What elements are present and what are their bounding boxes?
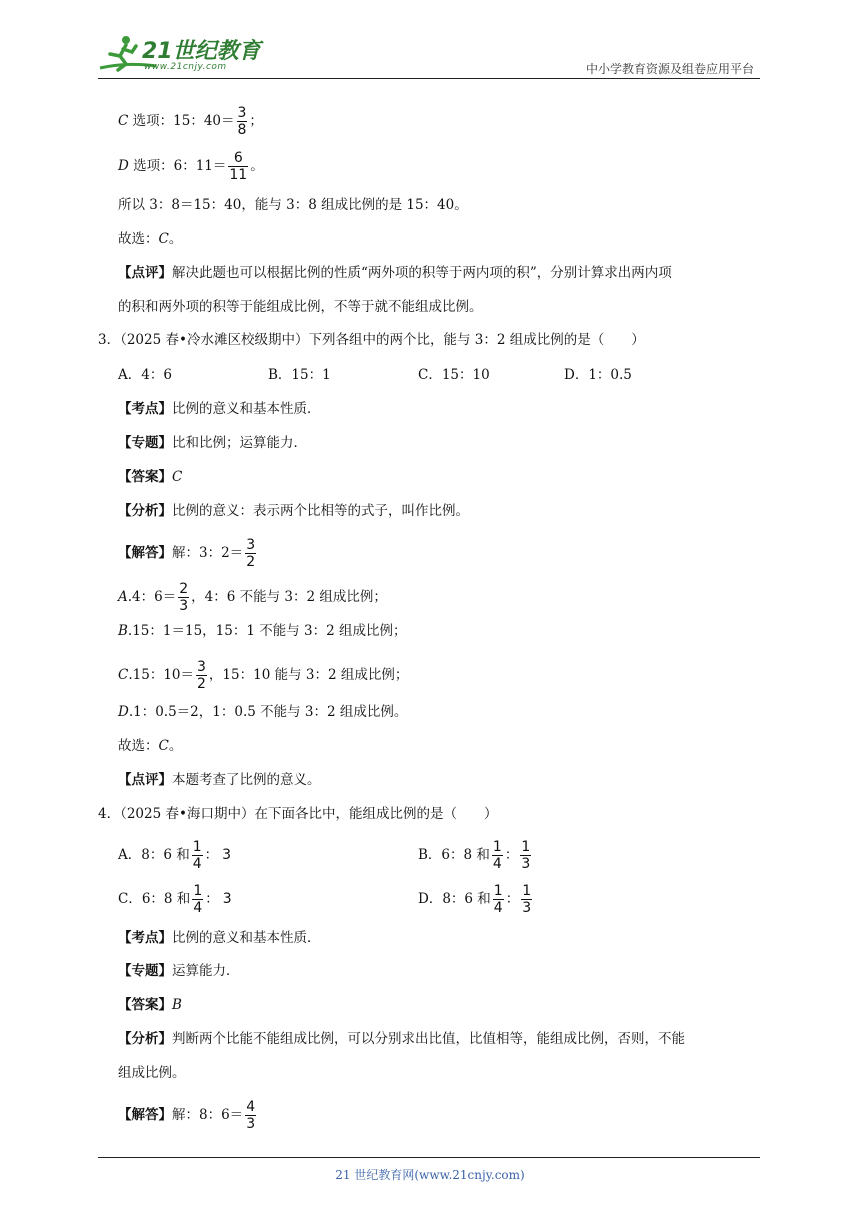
logo-url: www.21cnjy.com xyxy=(144,62,227,72)
fraction: $\frac{3}{8}$ xyxy=(237,105,247,138)
q4-stem: 4．（2025 春•海口期中）在下面各比中，能组成比例的是（ ） xyxy=(98,806,498,822)
fraction: $\frac{3}{2}$ xyxy=(197,659,206,692)
fraction: $\frac{4}{3}$ xyxy=(246,1099,256,1132)
q4-jieda: 【解答】解：8：6＝ $\frac{4}{3}$ xyxy=(118,1099,256,1132)
fraction: $\frac{1}{3}$ xyxy=(522,883,532,916)
q3-zhuanti: 【专题】比和比例；运算能力． xyxy=(118,435,307,451)
q3-stem: 3．（2025 春•冷水滩区校级期中）下列各组中的两个比，能与 3：2 组成比例的是（ ） xyxy=(98,332,645,348)
site-logo xyxy=(96,32,261,76)
fraction: $\frac{1}{3}$ xyxy=(521,839,531,872)
q4-zhuanti: 【专题】运算能力． xyxy=(118,963,240,979)
q4-kaodian: 【考点】比例的意义和基本性质． xyxy=(118,930,321,946)
q4-answer: 【答案】B xyxy=(118,997,182,1013)
q3-step-a: A.4：6＝ $\frac{2}{3}$ ，4：6 不能与 3：2 组成比例； xyxy=(118,581,387,614)
q3-option-b: B．15：1 xyxy=(268,367,331,383)
q3-step-d: D.1：0.5＝2，1：0.5 不能与 3：2 组成比例。 xyxy=(118,704,408,720)
q3-choose-line: 故选：C。 xyxy=(118,738,183,754)
footer-divider xyxy=(98,1157,760,1158)
header-platform-text: 中小学教育资源及组卷应用平台 xyxy=(585,62,754,76)
prev-option-d-line: D 选项：6：11＝ $\frac{6}{11}$ 。 xyxy=(118,150,264,183)
q4-option-c: C．6：8 和 $\frac{1}{4}$ ： 3 xyxy=(118,883,232,916)
q3-option-c: C．15：10 xyxy=(418,367,490,383)
prev-comment-line-2: 的积和两外项的积等于能组成比例，不等于就不能组成比例。 xyxy=(118,299,483,315)
q3-fenxi: 【分析】比例的意义：表示两个比相等的式子，叫作比例。 xyxy=(118,503,469,519)
q3-comment: 【点评】本题考查了比例的意义。 xyxy=(118,772,321,788)
prev-comment-line-1: 【点评】解决此题也可以根据比例的性质“两外项的积等于两内项的积”，分别计算求出两内项 xyxy=(118,265,672,281)
fraction: $\frac{3}{2}$ xyxy=(246,537,256,570)
header-divider xyxy=(98,78,760,79)
q3-answer: 【答案】C xyxy=(118,469,183,485)
fraction: $\frac{1}{4}$ xyxy=(193,883,203,916)
fraction: $\frac{1}{4}$ xyxy=(492,839,502,872)
q3-jieda: 【解答】解：3：2＝ $\frac{3}{2}$ xyxy=(118,537,256,570)
q4-fenxi-line-1: 【分析】判断两个比能不能组成比例，可以分别求出比值，比值相等，能组成比例，否则，不能 xyxy=(118,1031,685,1047)
footer-link[interactable]: 21 世纪教育网(www.21cnjy.com) xyxy=(335,1168,525,1182)
q4-option-a: A．8：6 和 $\frac{1}{4}$ ： 3 xyxy=(118,839,232,872)
prev-choose-line: 故选：C。 xyxy=(118,231,183,247)
q3-step-c: C.15：10＝ $\frac{3}{2}$ ，15：10 能与 3：2 组成比例； xyxy=(118,659,409,692)
fraction: $\frac{1}{4}$ xyxy=(192,839,202,872)
q3-option-a: A．4：6 xyxy=(118,367,172,383)
q3-step-b: B.15：1＝15，15：1 不能与 3：2 组成比例； xyxy=(118,623,407,639)
q4-option-d: D．8：6 和 $\frac{1}{4}$ ： $\frac{1}{3}$ xyxy=(418,883,532,916)
q3-kaodian: 【考点】比例的意义和基本性质． xyxy=(118,401,321,417)
logo-text: 21世纪教育 xyxy=(142,39,261,64)
fraction: $\frac{6}{11}$ xyxy=(229,150,248,183)
fraction: $\frac{1}{4}$ xyxy=(493,883,503,916)
q3-option-d: D．1：0.5 xyxy=(564,367,632,383)
q4-fenxi-line-2: 组成比例。 xyxy=(118,1065,186,1081)
q4-option-b: B．6：8 和 $\frac{1}{4}$ ： $\frac{1}{3}$ xyxy=(418,839,531,872)
prev-option-c-line: C 选项：15：40＝ $\frac{3}{8}$ ； xyxy=(118,105,263,138)
fraction: $\frac{2}{3}$ xyxy=(179,581,189,614)
prev-conclusion: 所以 3：8＝15：40，能与 3：8 组成比例的是 15：40。 xyxy=(118,197,468,213)
